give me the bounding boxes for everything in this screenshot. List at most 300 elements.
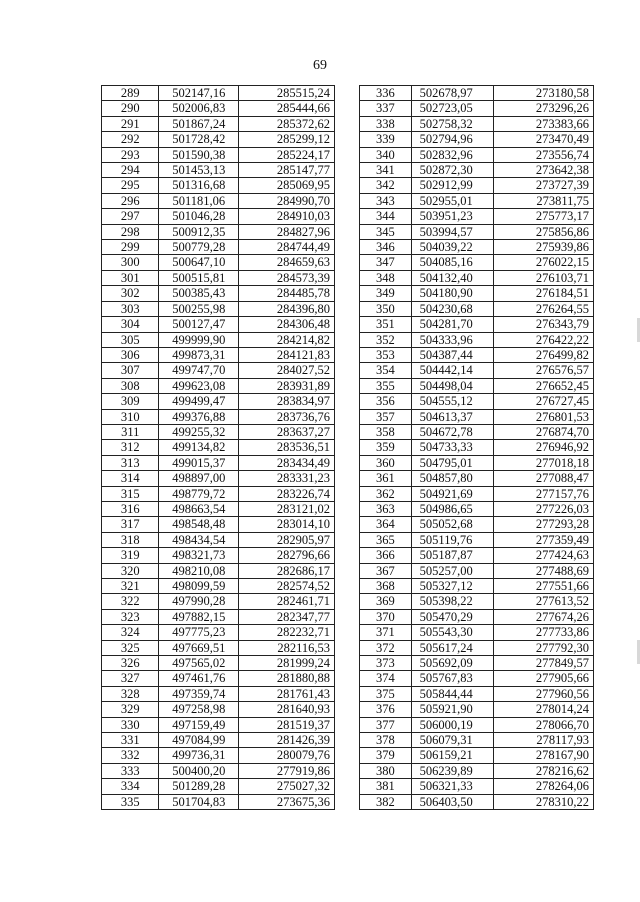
y-coordinate-cell: 276343,79 (493, 317, 593, 332)
point-number-cell: 308 (102, 378, 159, 393)
table-row (102, 286, 335, 301)
table-row (102, 748, 335, 763)
point-number-cell: 362 (360, 486, 412, 501)
y-coordinate-cell: 275773,17 (493, 209, 593, 224)
x-coordinate-cell: 497084,99 (159, 733, 239, 748)
x-coordinate-cell: 502723,05 (411, 101, 493, 116)
coordinates-table-right (359, 85, 594, 810)
table-row (360, 86, 594, 101)
coordinates-table-right-body (360, 86, 594, 810)
y-coordinate-cell: 282116,53 (239, 640, 335, 655)
point-number-cell: 371 (360, 625, 412, 640)
table-row (360, 193, 594, 208)
table-row (360, 286, 594, 301)
x-coordinate-cell: 506403,50 (411, 794, 493, 809)
x-coordinate-cell: 501316,68 (159, 178, 239, 193)
x-coordinate-cell: 505327,12 (411, 579, 493, 594)
point-number-cell: 294 (102, 163, 159, 178)
table-row (102, 563, 335, 578)
table-row (102, 717, 335, 732)
table-row (102, 101, 335, 116)
table-row (102, 532, 335, 547)
x-coordinate-cell: 505692,09 (411, 656, 493, 671)
y-coordinate-cell: 282461,71 (239, 594, 335, 609)
y-coordinate-cell: 283736,76 (239, 409, 335, 424)
point-number-cell: 365 (360, 532, 412, 547)
x-coordinate-cell: 499134,82 (159, 440, 239, 455)
point-number-cell: 342 (360, 178, 412, 193)
table-row (102, 347, 335, 362)
x-coordinate-cell: 504180,90 (411, 286, 493, 301)
x-coordinate-cell: 504986,65 (411, 501, 493, 516)
x-coordinate-cell: 504085,16 (411, 255, 493, 270)
table-row (360, 440, 594, 455)
table-row (102, 86, 335, 101)
point-number-cell: 340 (360, 147, 412, 162)
table-row (102, 640, 335, 655)
point-number-cell: 301 (102, 270, 159, 285)
table-row (102, 193, 335, 208)
table-row (360, 501, 594, 516)
point-number-cell: 307 (102, 363, 159, 378)
y-coordinate-cell: 273556,74 (493, 147, 593, 162)
y-coordinate-cell: 273727,39 (493, 178, 593, 193)
y-coordinate-cell: 285515,24 (239, 86, 335, 101)
table-row (102, 240, 335, 255)
table-row (102, 209, 335, 224)
point-number-cell: 350 (360, 301, 412, 316)
y-coordinate-cell: 273811,75 (493, 193, 593, 208)
table-row (360, 717, 594, 732)
table-row (102, 409, 335, 424)
table-row (102, 733, 335, 748)
point-number-cell: 343 (360, 193, 412, 208)
x-coordinate-cell: 497258,98 (159, 702, 239, 717)
table-row (102, 116, 335, 131)
y-coordinate-cell: 285069,95 (239, 178, 335, 193)
y-coordinate-cell: 277960,56 (493, 686, 593, 701)
point-number-cell: 291 (102, 116, 159, 131)
point-number-cell: 295 (102, 178, 159, 193)
x-coordinate-cell: 499747,70 (159, 363, 239, 378)
table-row (360, 563, 594, 578)
y-coordinate-cell: 285444,66 (239, 101, 335, 116)
table-row (360, 748, 594, 763)
point-number-cell: 347 (360, 255, 412, 270)
x-coordinate-cell: 502872,30 (411, 163, 493, 178)
point-number-cell: 292 (102, 132, 159, 147)
y-coordinate-cell: 284306,48 (239, 317, 335, 332)
x-coordinate-cell: 506159,21 (411, 748, 493, 763)
table-row (360, 363, 594, 378)
y-coordinate-cell: 284396,80 (239, 301, 335, 316)
table-row (360, 116, 594, 131)
point-number-cell: 311 (102, 424, 159, 439)
x-coordinate-cell: 504795,01 (411, 455, 493, 470)
point-number-cell: 326 (102, 656, 159, 671)
point-number-cell: 338 (360, 116, 412, 131)
y-coordinate-cell: 282905,97 (239, 532, 335, 547)
x-coordinate-cell: 504921,69 (411, 486, 493, 501)
x-coordinate-cell: 505543,30 (411, 625, 493, 640)
point-number-cell: 367 (360, 563, 412, 578)
table-row (360, 686, 594, 701)
page-number: 69 (313, 58, 327, 73)
y-coordinate-cell: 277359,49 (493, 532, 593, 547)
y-coordinate-cell: 277157,76 (493, 486, 593, 501)
y-coordinate-cell: 277674,26 (493, 609, 593, 624)
table-row (102, 224, 335, 239)
y-coordinate-cell: 284027,52 (239, 363, 335, 378)
y-coordinate-cell: 276576,57 (493, 363, 593, 378)
point-number-cell: 337 (360, 101, 412, 116)
point-number-cell: 349 (360, 286, 412, 301)
x-coordinate-cell: 498321,73 (159, 548, 239, 563)
table-row (360, 763, 594, 778)
coordinates-table-left-body (102, 86, 335, 810)
table-row (360, 332, 594, 347)
point-number-cell: 289 (102, 86, 159, 101)
point-number-cell: 296 (102, 193, 159, 208)
y-coordinate-cell: 285147,77 (239, 163, 335, 178)
point-number-cell: 330 (102, 717, 159, 732)
y-coordinate-cell: 284121,83 (239, 347, 335, 362)
point-number-cell: 359 (360, 440, 412, 455)
y-coordinate-cell: 278066,70 (493, 717, 593, 732)
point-number-cell: 373 (360, 656, 412, 671)
point-number-cell: 299 (102, 240, 159, 255)
table-row (102, 471, 335, 486)
y-coordinate-cell: 278310,22 (493, 794, 593, 809)
y-coordinate-cell: 284910,03 (239, 209, 335, 224)
x-coordinate-cell: 501590,38 (159, 147, 239, 162)
table-row (360, 609, 594, 624)
x-coordinate-cell: 504281,70 (411, 317, 493, 332)
y-coordinate-cell: 276652,45 (493, 378, 593, 393)
point-number-cell: 339 (360, 132, 412, 147)
table-row (360, 209, 594, 224)
y-coordinate-cell: 276103,71 (493, 270, 593, 285)
table-row (360, 255, 594, 270)
table-row (102, 486, 335, 501)
x-coordinate-cell: 500385,43 (159, 286, 239, 301)
point-number-cell: 357 (360, 409, 412, 424)
point-number-cell: 310 (102, 409, 159, 424)
point-number-cell: 372 (360, 640, 412, 655)
table-row (360, 178, 594, 193)
table-row (360, 301, 594, 316)
y-coordinate-cell: 277792,30 (493, 640, 593, 655)
x-coordinate-cell: 502006,83 (159, 101, 239, 116)
y-coordinate-cell: 284659,63 (239, 255, 335, 270)
table-row (360, 163, 594, 178)
x-coordinate-cell: 501728,42 (159, 132, 239, 147)
x-coordinate-cell: 501704,83 (159, 794, 239, 809)
point-number-cell: 318 (102, 532, 159, 547)
table-row (102, 163, 335, 178)
x-coordinate-cell: 504132,40 (411, 270, 493, 285)
table-row (102, 671, 335, 686)
x-coordinate-cell: 500255,98 (159, 301, 239, 316)
table-row (102, 686, 335, 701)
point-number-cell: 335 (102, 794, 159, 809)
point-number-cell: 382 (360, 794, 412, 809)
y-coordinate-cell: 282796,66 (239, 548, 335, 563)
point-number-cell: 363 (360, 501, 412, 516)
x-coordinate-cell: 505398,22 (411, 594, 493, 609)
point-number-cell: 353 (360, 347, 412, 362)
x-coordinate-cell: 497669,51 (159, 640, 239, 655)
x-coordinate-cell: 498897,00 (159, 471, 239, 486)
table-row (102, 255, 335, 270)
x-coordinate-cell: 498210,08 (159, 563, 239, 578)
y-coordinate-cell: 283931,89 (239, 378, 335, 393)
point-number-cell: 377 (360, 717, 412, 732)
point-number-cell: 370 (360, 609, 412, 624)
y-coordinate-cell: 277733,86 (493, 625, 593, 640)
y-coordinate-cell: 277919,86 (239, 763, 335, 778)
point-number-cell: 360 (360, 455, 412, 470)
y-coordinate-cell: 275939,86 (493, 240, 593, 255)
y-coordinate-cell: 283331,23 (239, 471, 335, 486)
x-coordinate-cell: 499999,90 (159, 332, 239, 347)
x-coordinate-cell: 498548,48 (159, 517, 239, 532)
y-coordinate-cell: 281999,24 (239, 656, 335, 671)
y-coordinate-cell: 273470,49 (493, 132, 593, 147)
y-coordinate-cell: 282347,77 (239, 609, 335, 624)
y-coordinate-cell: 283834,97 (239, 394, 335, 409)
point-number-cell: 306 (102, 347, 159, 362)
y-coordinate-cell: 277088,47 (493, 471, 593, 486)
table-row (360, 101, 594, 116)
x-coordinate-cell: 501453,13 (159, 163, 239, 178)
x-coordinate-cell: 500779,28 (159, 240, 239, 255)
x-coordinate-cell: 504498,04 (411, 378, 493, 393)
table-row (360, 532, 594, 547)
point-number-cell: 348 (360, 270, 412, 285)
x-coordinate-cell: 506000,19 (411, 717, 493, 732)
x-coordinate-cell: 501181,06 (159, 193, 239, 208)
y-coordinate-cell: 275856,86 (493, 224, 593, 239)
point-number-cell: 316 (102, 501, 159, 516)
x-coordinate-cell: 500912,35 (159, 224, 239, 239)
y-coordinate-cell: 275027,32 (239, 779, 335, 794)
y-coordinate-cell: 276801,53 (493, 409, 593, 424)
table-row (360, 779, 594, 794)
x-coordinate-cell: 505187,87 (411, 548, 493, 563)
x-coordinate-cell: 502678,97 (411, 86, 493, 101)
point-number-cell: 297 (102, 209, 159, 224)
table-row (360, 594, 594, 609)
y-coordinate-cell: 273642,38 (493, 163, 593, 178)
y-coordinate-cell: 278216,62 (493, 763, 593, 778)
point-number-cell: 331 (102, 733, 159, 748)
x-coordinate-cell: 498099,59 (159, 579, 239, 594)
x-coordinate-cell: 505617,24 (411, 640, 493, 655)
y-coordinate-cell: 282686,17 (239, 563, 335, 578)
x-coordinate-cell: 499873,31 (159, 347, 239, 362)
y-coordinate-cell: 284990,70 (239, 193, 335, 208)
y-coordinate-cell: 283434,49 (239, 455, 335, 470)
point-number-cell: 341 (360, 163, 412, 178)
point-number-cell: 290 (102, 101, 159, 116)
table-row (360, 471, 594, 486)
point-number-cell: 366 (360, 548, 412, 563)
x-coordinate-cell: 502912,99 (411, 178, 493, 193)
y-coordinate-cell: 277018,18 (493, 455, 593, 470)
point-number-cell: 293 (102, 147, 159, 162)
table-row (102, 656, 335, 671)
table-row (360, 794, 594, 809)
x-coordinate-cell: 499736,31 (159, 748, 239, 763)
x-coordinate-cell: 504387,44 (411, 347, 493, 362)
y-coordinate-cell: 285299,12 (239, 132, 335, 147)
point-number-cell: 323 (102, 609, 159, 624)
y-coordinate-cell: 273296,26 (493, 101, 593, 116)
y-coordinate-cell: 276264,55 (493, 301, 593, 316)
point-number-cell: 358 (360, 424, 412, 439)
y-coordinate-cell: 278117,93 (493, 733, 593, 748)
x-coordinate-cell: 505844,44 (411, 686, 493, 701)
table-row (360, 378, 594, 393)
point-number-cell: 298 (102, 224, 159, 239)
x-coordinate-cell: 498663,54 (159, 501, 239, 516)
table-row (360, 486, 594, 501)
point-number-cell: 309 (102, 394, 159, 409)
table-row (102, 517, 335, 532)
point-number-cell: 380 (360, 763, 412, 778)
table-row (360, 424, 594, 439)
point-number-cell: 325 (102, 640, 159, 655)
y-coordinate-cell: 276946,92 (493, 440, 593, 455)
point-number-cell: 336 (360, 86, 412, 101)
x-coordinate-cell: 505119,76 (411, 532, 493, 547)
x-coordinate-cell: 497461,76 (159, 671, 239, 686)
table-row (360, 317, 594, 332)
y-coordinate-cell: 277613,52 (493, 594, 593, 609)
y-coordinate-cell: 277424,63 (493, 548, 593, 563)
table-row (102, 378, 335, 393)
x-coordinate-cell: 499623,08 (159, 378, 239, 393)
x-coordinate-cell: 504230,68 (411, 301, 493, 316)
y-coordinate-cell: 283637,27 (239, 424, 335, 439)
x-coordinate-cell: 505257,00 (411, 563, 493, 578)
table-row (102, 132, 335, 147)
y-coordinate-cell: 277488,69 (493, 563, 593, 578)
point-number-cell: 327 (102, 671, 159, 686)
table-row (360, 702, 594, 717)
point-number-cell: 313 (102, 455, 159, 470)
table-row (360, 224, 594, 239)
x-coordinate-cell: 502758,32 (411, 116, 493, 131)
y-coordinate-cell: 282574,52 (239, 579, 335, 594)
point-number-cell: 345 (360, 224, 412, 239)
x-coordinate-cell: 505921,90 (411, 702, 493, 717)
table-row (102, 147, 335, 162)
point-number-cell: 351 (360, 317, 412, 332)
x-coordinate-cell: 498779,72 (159, 486, 239, 501)
point-number-cell: 381 (360, 779, 412, 794)
point-number-cell: 346 (360, 240, 412, 255)
point-number-cell: 315 (102, 486, 159, 501)
point-number-cell: 361 (360, 471, 412, 486)
y-coordinate-cell: 283226,74 (239, 486, 335, 501)
y-coordinate-cell: 278264,06 (493, 779, 593, 794)
y-coordinate-cell: 273675,36 (239, 794, 335, 809)
y-coordinate-cell: 273383,66 (493, 116, 593, 131)
table-row (360, 409, 594, 424)
point-number-cell: 303 (102, 301, 159, 316)
point-number-cell: 328 (102, 686, 159, 701)
x-coordinate-cell: 497990,28 (159, 594, 239, 609)
x-coordinate-cell: 504039,22 (411, 240, 493, 255)
x-coordinate-cell: 500400,20 (159, 763, 239, 778)
x-coordinate-cell: 498434,54 (159, 532, 239, 547)
point-number-cell: 317 (102, 517, 159, 532)
table-row (360, 656, 594, 671)
y-coordinate-cell: 284827,96 (239, 224, 335, 239)
x-coordinate-cell: 504613,37 (411, 409, 493, 424)
y-coordinate-cell: 281880,88 (239, 671, 335, 686)
point-number-cell: 376 (360, 702, 412, 717)
table-row (102, 763, 335, 778)
table-row (360, 733, 594, 748)
y-coordinate-cell: 285224,17 (239, 147, 335, 162)
table-row (360, 394, 594, 409)
table-row (360, 455, 594, 470)
point-number-cell: 324 (102, 625, 159, 640)
table-row (360, 548, 594, 563)
point-number-cell: 374 (360, 671, 412, 686)
point-number-cell: 368 (360, 579, 412, 594)
table-row (102, 332, 335, 347)
table-row (360, 147, 594, 162)
y-coordinate-cell: 281426,39 (239, 733, 335, 748)
point-number-cell: 302 (102, 286, 159, 301)
point-number-cell: 300 (102, 255, 159, 270)
y-coordinate-cell: 276184,51 (493, 286, 593, 301)
table-row (102, 548, 335, 563)
table-row (102, 501, 335, 516)
table-row (360, 579, 594, 594)
point-number-cell: 378 (360, 733, 412, 748)
x-coordinate-cell: 503994,57 (411, 224, 493, 239)
point-number-cell: 352 (360, 332, 412, 347)
y-coordinate-cell: 276422,22 (493, 332, 593, 347)
table-row (102, 625, 335, 640)
y-coordinate-cell: 277226,03 (493, 501, 593, 516)
y-coordinate-cell: 273180,58 (493, 86, 593, 101)
table-row (360, 347, 594, 362)
y-coordinate-cell: 277293,28 (493, 517, 593, 532)
point-number-cell: 333 (102, 763, 159, 778)
x-coordinate-cell: 497565,02 (159, 656, 239, 671)
y-coordinate-cell: 284485,78 (239, 286, 335, 301)
table-row (360, 640, 594, 655)
x-coordinate-cell: 499499,47 (159, 394, 239, 409)
point-number-cell: 364 (360, 517, 412, 532)
x-coordinate-cell: 504857,80 (411, 471, 493, 486)
point-number-cell: 320 (102, 563, 159, 578)
point-number-cell: 354 (360, 363, 412, 378)
x-coordinate-cell: 502147,16 (159, 86, 239, 101)
point-number-cell: 375 (360, 686, 412, 701)
x-coordinate-cell: 501289,28 (159, 779, 239, 794)
point-number-cell: 305 (102, 332, 159, 347)
point-number-cell: 355 (360, 378, 412, 393)
y-coordinate-cell: 280079,76 (239, 748, 335, 763)
table-row (102, 270, 335, 285)
